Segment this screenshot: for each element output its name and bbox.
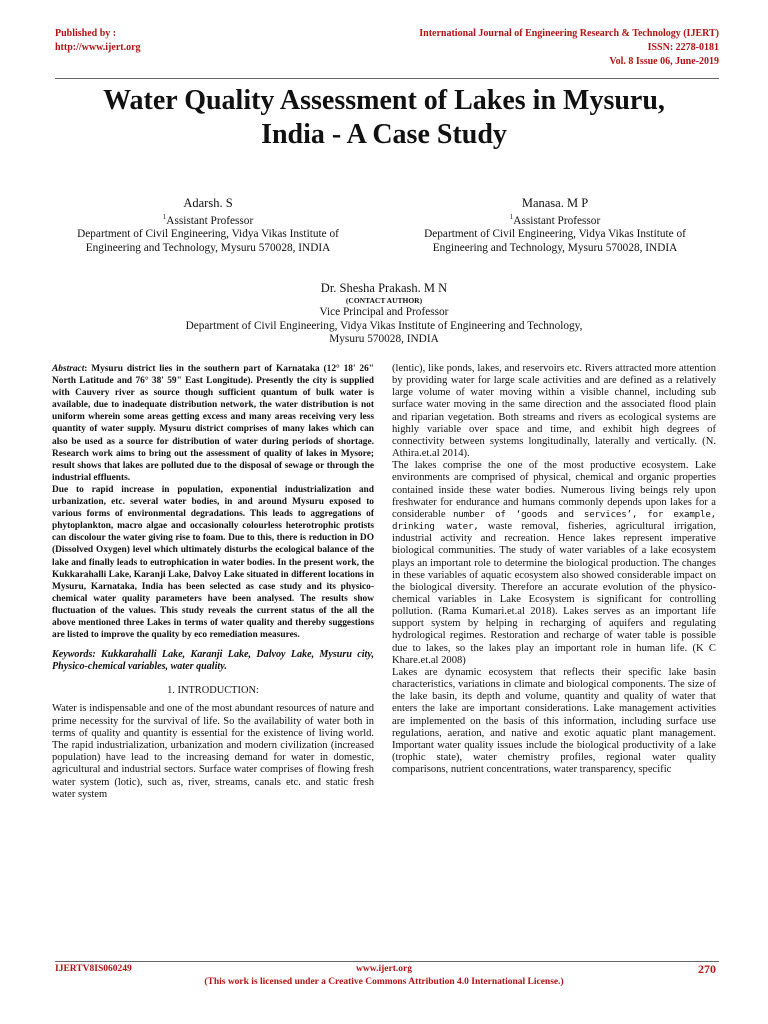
license-note: (This work is licensed under a Creative Commons Attribution 4.0 International License.) [204,977,564,987]
paper-id: IJERTV8IS060249 [55,964,132,974]
body-text-2a: The lakes comprise the one of the most productive ecosystem. Lake environments are comprised of physical, chemical and organic properties contained inside these water bodies. Numerous living beings rely upon freshwater for endurance and humans commonly depends upon lakes for a considerable [392,460,716,520]
abstract-paragraph-1 [52,363,374,484]
journal-block [419,27,719,69]
author-name: Manasa. M P [521,196,589,210]
author-role: Assistant Professor [513,214,601,227]
published-by-label: Published by : [55,28,117,39]
title-line-1: Water Quality Assessment of Lakes in Mysuru, [103,85,665,116]
body-text-2c: waste removal, fisheries, agricultural irrigation, industrial activity and recreation. Hence lakes represent imperative biological communities. The study of water variables of a lake ecosystem plays an important role to determine the biological production. The changes in these variables of aquatic ecosystem also showed considerable impact on the biological diversity. Therefore an accurate evolution of the physico-chemical variables in Lake Ecosystem is significant for controlling pollution. (Rama Kumari.et.al 2018). Lakes serves as an important life support system by helping in recharging of aquifers and regulating hydrological regimes. Restoration and recharge of water table is possible due to lakes, so the lakes play an important role in human life. (K C Khare.et.al 2008) [392,521,716,666]
issn: ISSN: 2278-0181 [647,42,719,53]
footer-site-link[interactable]: www.ijert.org [356,964,412,974]
author-dept-line-1: Department of Civil Engineering, Vidya Vikas Institute of [77,228,339,241]
journal-name: International Journal of Engineering Research & Technology (IJERT) [419,28,719,39]
author-block-3 [120,281,648,347]
section-heading-introduction: 1. INTRODUCTION: [167,685,259,697]
body-paragraph-3: Lakes are dynamic ecosystem that reflects their specific lake basin characteristics, variations in climate and biological components. The size of the lake basin, its depth and volume, quantity and quality of water that enters the lake are important considerations. Lake management activities are implemented on the basis of this information, including surface use regulations, aeration, and native and exotic aquatic plant management. Important water quality issues include the biological productivity of a lake (trophic state), water chemistry profiles, regional water quality comparisons, nutrient concentrations, water transparency, specific [392,666,716,776]
left-column [52,363,374,801]
author-dept-line-2: Engineering and Technology, Mysuru 570028, INDIA [432,241,678,254]
author-dept-line-2: Engineering and Technology, Mysuru 570028, INDIA [85,241,331,254]
author-dept-line-2: Mysuru 570028, INDIA [329,333,439,345]
intro-paragraph: Water is indispensable and one of the most abundant resources of nature and prime necessity for the survival of life. So the availability of water both in terms of quality and quantity is essential for the existence of living world. The rapid industrialization, urbanization and modern civilization (increased population) have lead to the increasing demand for water in domestic, agricultural and industrial sectors. Surface water comprises of flowing fresh water system (lotic), such as, river, streams, canals etc. and static fresh water system [52,703,374,800]
page-number: 270 [698,962,716,976]
abstract-text-1: Mysuru district lies in the southern part of Karnataka (12° 18' 26" North Latitude and 76° 38' 59" East Longitude). Presently the city is supplied with Cauvery river as source though sufficient quantum of bulk water is available, due to inadequate distribution network, the water distribution is not uniform wherein some areas getting excess and many areas receiving very less quantity of water supply. Mysuru district comprises of many lakes which can also be used as a source for distribution of water during periods of shortage. Research work aims to bring out the assessment of quality of lakes in Mysore; result shows that lakes are polluted due to the disposal of sewage or through the industrial effluents. [52,364,374,483]
author-role-line [48,211,368,228]
title-line-2: India - A Case Study [261,119,507,150]
affiliation-mark: 1 [162,213,167,221]
author-block-2 [395,196,715,255]
abstract-separator: : [84,364,88,374]
author-role: Assistant Professor [166,214,254,227]
header-divider [55,78,719,79]
volume-issue: Vol. 8 Issue 06, June-2019 [609,56,719,67]
body-paragraph-1: (lentic), like ponds, lakes, and reservoirs etc. Rivers attracted more attention by providing water for large scale activities and are defined as a relatively large volume of water moving within a visible channel, including sub surface water moving in the same direction and the associated flood plain and riparian vegetation. Both streams and rivers as ecological systems are highly variable over space and time, and exhibit high degrees of connectivity between systems longitudinally, laterally and vertically. (N. Athira.et.al 2014). [392,363,716,460]
site-link[interactable]: http://www.ijert.org [55,42,141,53]
abstract-paragraph-2: Due to rapid increase in population, exponential industrialization and urbanization, etc. several water bodies, in and around Mysuru exposed to various forms of environmental degradations. This leads to aggregations of phytoplankton, macro algae and occasionally colourless heterotrophic protists can discolour the water giving rise to foam. Due to this, there is reduction in DO (Dissolved Oxygen) level which ultimately disturbs the ecological balance of the lake and finally leads to eutrophication in water bodies. In the present work, the Kukkarahalli Lake, Karanji Lake, Dalvoy Lake situated in different locations in Mysuru, Karnataka, India has been selected as case study and its physico-chemical water quality parameters have been analysed. The results show fluctuation of the values. This study reveals the current status of the all the above mentioned three Lakes in terms of water quality and thereby suggestions are listed to improve the quality by eco remediation measures. [52,484,374,641]
affiliation-mark: 1 [509,213,514,221]
author-dept-line-1: Department of Civil Engineering, Vidya Vikas Institute of Engineering and Technology, [185,319,583,332]
author-name: Adarsh. S [183,196,233,210]
abstract-label: Abstract [52,364,85,374]
author-role-line [395,211,715,228]
author-name: Dr. Shesha Prakash. M N [320,281,448,295]
author-dept-line-1: Department of Civil Engineering, Vidya Vikas Institute of [424,228,686,241]
contact-author-label: (CONTACT AUTHOR) [345,296,423,305]
right-column [392,363,716,776]
body-text-2b: number of ‘goods and services’, for example, drinking water, [392,508,716,533]
author-block-1 [48,196,368,255]
body-paragraph-2 [392,460,716,667]
author-role: Vice Principal and Professor [319,306,449,318]
publisher-block [55,27,141,55]
keywords: Keywords: Kukkarahalli Lake, Karanji Lake, Dalvoy Lake, Mysuru city, Physico-chemical variables, water quality. [52,649,374,673]
paper-title [40,84,728,152]
footer-divider [55,961,719,962]
